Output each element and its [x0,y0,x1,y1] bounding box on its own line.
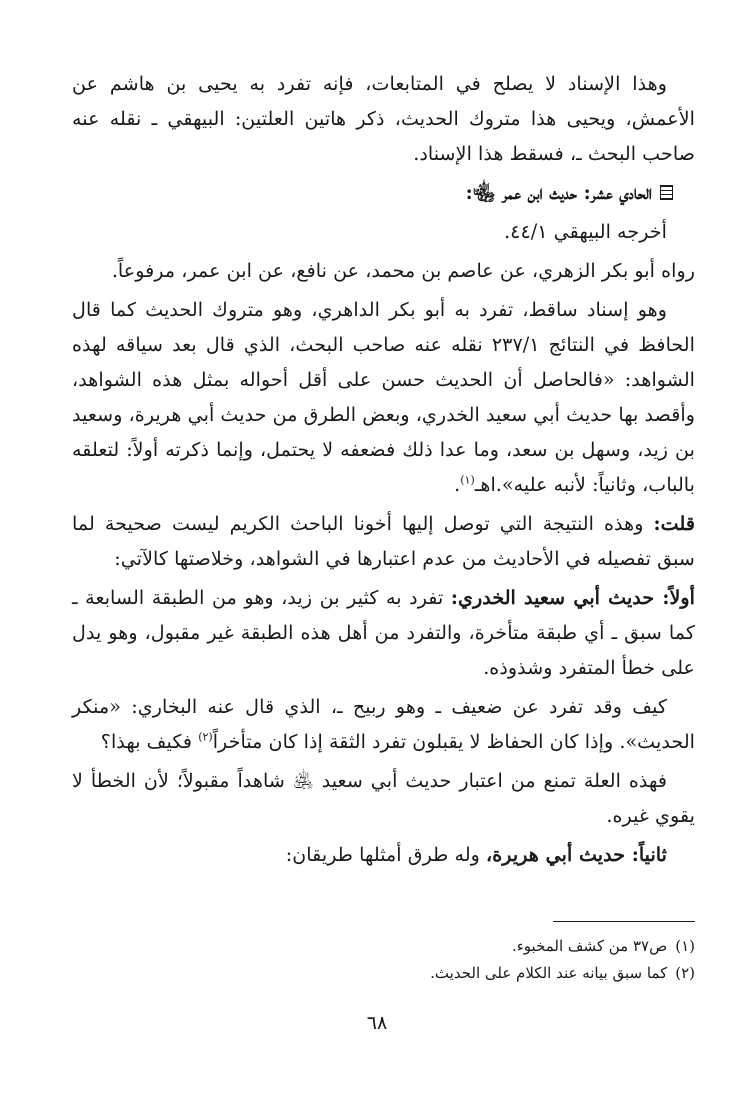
paragraph-9-lead: ثانياً: حديث أبي هريرة، [486,843,667,866]
paragraph-1: وهذا الإسناد لا يصلح في المتابعات، فإنه تفرد به يحيى بن هاشم عن الأعمش، ويحيى هذا متروك الحديث، ذكر هاتين العلتين: البيهقي ـ نقله عنه صاحب البحث ـ، فسقط هذا الإسناد. [72,72,695,165]
paragraph-5-text: وهذه النتيجة التي توصل إليها أخونا الباحث الكريم ليست صحيحة لما سبق تفصيله في الأحاديث من عدم اعتبارها في الشواهد، وخلاصتها كالآتي: [72,512,695,570]
paragraph-8: فهذه العلة تمنع من اعتبار حديث أبي سعيد ﵁ شاهداً مقبولاً؛ لأن الخطأ لا يقوي غيره. [72,769,695,827]
section-heading-text: الحادي عشر: حديث ابن عمر ﵄: [465,181,652,204]
paragraph-4-text: وهو إسناد ساقط، تفرد به أبو بكر الداهري، وهو متروك الحديث كما قال الحافظ في النتائج ٢٣٧/١ نقله عنه صاحب البحث، الذي قال بعد سياقه لهذه الشواهد: «فالحاصل أن الحديث حسن على أقل أحواله بمثل هذه الشواهد، وأقصد بها حديث أبي سعيد الخدري، وبعض الطرق من حديث أبي هريرة، وسعيد بن زيد، وسهل بن سعد، وما عدا ذلك فضعفه لا يحتمل، وإنما ذكرته أولاً: لتعلقه بالباب، وثانياً: لأنبه عليه».اهـ [72,298,695,496]
paragraph-7 [72,689,695,759]
footnote-1-number: (١) [675,937,695,955]
footnote-2-number: (٢) [675,964,695,982]
paragraph-3: رواه أبو بكر الزهري، عن عاصم بن محمد، عن نافع، عن ابن عمر، مرفوعاً. [111,259,695,282]
paragraph-6 [72,580,695,685]
paragraph-6-text: تفرد به كثير بن زيد، وهو من الطبقة السابعة ـ كما سبق ـ أي طبقة متأخرة، والتفرد من أهل هذه الطبقة غير مقبول، وهو يدل على خطأ المتفرد وشذوذه. [72,586,695,679]
footnote-1 [72,933,695,960]
paragraph-4-end: . [454,473,461,496]
footnote-ref-2: (٢) [198,730,213,744]
paragraph-4 [72,292,695,502]
paragraph-7-text: كيف وقد تفرد عن ضعيف ـ وهو ربيح ـ، الذي قال عنه البخاري: «منكر الحديث». وإذا كان الحفاظ لا يقبلون تفرد الثقة إذا كان متأخراً [72,695,695,753]
paragraph-9-text: وله طرق أمثلها طريقان: [285,843,487,866]
footnotes [72,933,695,987]
book-icon [660,185,673,200]
footnote-divider [553,921,695,922]
paragraph-5 [72,506,695,576]
footnote-2 [72,960,695,987]
page-number: ٦٨ [366,1012,388,1034]
footnote-1-text: ص٣٧ من كشف المخبوء. [511,937,668,955]
paragraph-7-end: فكيف بهذا؟ [100,730,199,753]
footnote-ref-1: (١) [460,473,475,487]
paragraph-2: أخرجه البيهقي ٤٤/١. [504,220,667,243]
paragraph-6-lead: أولاً: حديث أبي سعيد الخدري: [450,586,695,609]
main-text [72,66,695,876]
section-heading [72,175,695,210]
paragraph-9 [72,837,695,872]
footnote-2-text: كما سبق بيانه عند الكلام على الحديث. [430,964,668,982]
paragraph-5-lead: قلت: [653,512,695,535]
